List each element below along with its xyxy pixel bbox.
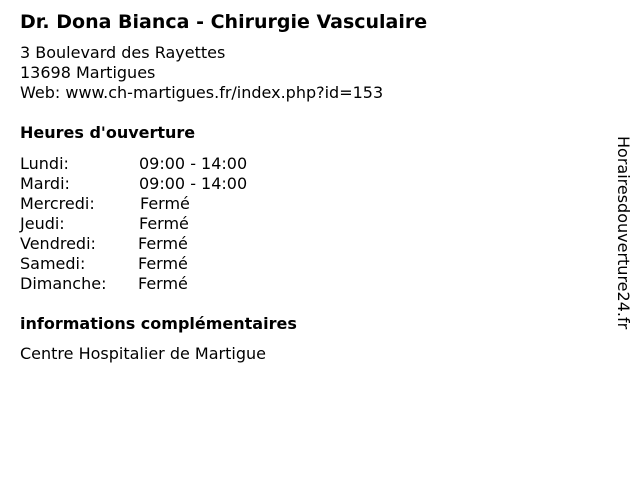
brand-watermark: Horairesdouverture24.fr	[614, 136, 633, 330]
hours-value: Fermé	[138, 234, 188, 253]
opening-hours-table	[20, 154, 247, 294]
day-label: Lundi:	[20, 154, 69, 173]
business-name: Dr. Dona Bianca - Chirurgie Vasculaire	[20, 11, 428, 33]
hours-row-wednesday	[20, 194, 247, 214]
hours-value: Fermé	[138, 254, 188, 273]
day-label: Jeudi:	[20, 214, 65, 233]
day-label: Mercredi:	[20, 194, 95, 213]
address-block	[20, 43, 383, 103]
hours-row-tuesday	[20, 174, 247, 194]
hours-row-saturday	[20, 254, 247, 274]
day-label: Samedi:	[20, 254, 86, 273]
hours-value: 09:00 - 14:00	[139, 174, 248, 193]
opening-hours-heading: Heures d'ouverture	[20, 123, 196, 142]
hours-row-monday	[20, 154, 247, 174]
hours-value: Fermé	[139, 214, 189, 233]
hours-row-friday	[20, 234, 247, 254]
hours-value: Fermé	[140, 194, 190, 213]
day-label: Dimanche:	[20, 274, 107, 293]
hours-row-thursday	[20, 214, 247, 234]
additional-info-heading: informations complémentaires	[20, 314, 297, 333]
hours-value: Fermé	[138, 274, 188, 293]
address-street: 3 Boulevard des Rayettes	[20, 43, 226, 62]
address-city: 13698 Martigues	[20, 63, 156, 82]
day-label: Vendredi:	[20, 234, 96, 253]
day-label: Mardi:	[20, 174, 70, 193]
website-link[interactable]: Web: www.ch-martigues.fr/index.php?id=153	[20, 83, 384, 102]
hours-value: 09:00 - 14:00	[139, 154, 248, 173]
hours-row-sunday	[20, 274, 247, 294]
additional-info-text: Centre Hospitalier de Martigue	[20, 344, 266, 363]
